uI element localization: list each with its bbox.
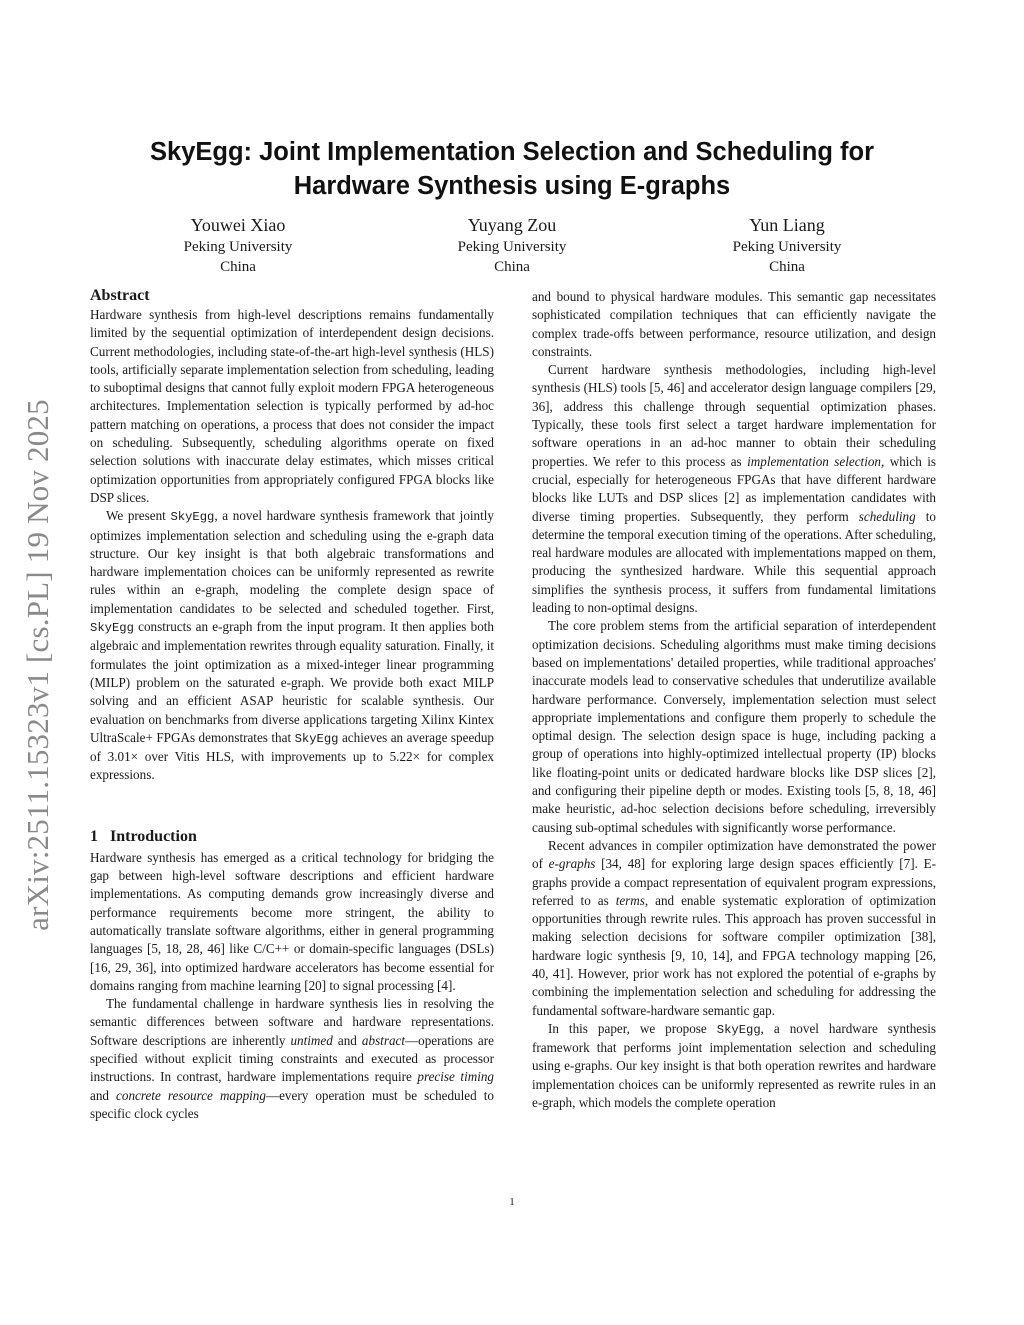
system-name: SkyEgg: [90, 621, 134, 636]
introduction-heading: [90, 827, 494, 847]
intro-paragraph-1: Hardware synthesis has emerged as a critical technology for bridging the gap between high-level software descriptions and efficient hardware implementations. As computing demands grow increasingly diverse and performance requirements become more stringent, the ability to automatically translate software algorithms, either in general programming languages [5, 18, 28, 46] like C/C++ or domain-specific languages (DSLs) [16, 29, 36], into optimized hardware accelerators has become essential for domains ranging from machine learning [20] to signal processing [4].: [90, 849, 494, 993]
paper-title: [90, 135, 934, 203]
author-block: [657, 214, 917, 277]
author-country: China: [494, 259, 530, 275]
author-affiliation: Peking University: [457, 239, 567, 255]
arxiv-identifier[interactable]: arXiv:2511.15323v1 [cs.PL] 19 Nov 2025: [20, 399, 55, 931]
author-name: Yuyang Zou: [467, 215, 557, 235]
system-name: SkyEgg: [716, 1022, 761, 1037]
body-paragraph: In this paper, we propose SkyEgg, a novel hardware synthesis framework that performs joint implementation selection and scheduling using e-graphs. Our key insight is that both operation rewrites and hardware implementation choices can be uniformly represented as rewrite rules in an e-graph, which models the complete operation: [532, 1020, 936, 1111]
title-line-1: SkyEgg: Joint Implementation Selection and Scheduling for: [150, 138, 874, 166]
author-block: [108, 214, 368, 277]
author-country: China: [769, 259, 805, 275]
abstract-paragraph-2: We present SkyEgg, a novel hardware synthesis framework that jointly optimizes implementation selection and scheduling using the e-graph data structure. Our key insight is that both algebraic transformations and hardware implementation choices can be uniformly represented as rewrite rules within an e-graph, modeling the complete design space of implementation candidates to be selected and scheduled together. First, SkyEgg constructs an e-graph from the input program. It then applies both algebraic and implementation rewrites through equality saturation. Finally, it formulates the joint optimization as a mixed-integer linear programming (MILP) problem on the saturated e-graph. We provide both exact MILP solving and an efficient ASAP heuristic for scalable synthesis. Our evaluation on benchmarks from diverse applications targeting Xilinx Kintex UltraScale+ FPGAs demonstrates that SkyEgg achieves an average speedup of 3.01× over Vitis HLS, with improvements up to 5.22× for complex expressions.: [90, 508, 494, 783]
left-column: [90, 286, 494, 1123]
system-name: SkyEgg: [170, 510, 215, 525]
section-number: 1: [90, 827, 98, 845]
intro-paragraph-2: The fundamental challenge in hardware synthesis lies in resolving the semantic differences between software and hardware representations. Software descriptions are inherently untimed and abstract—operations are specified without explicit timing constraints and executed as processor instructions. In contrast, hardware implementations require precise timing and concrete resource mapping—every operation must be scheduled to specific clock cycles: [90, 996, 494, 1121]
author-country: China: [220, 259, 256, 275]
arxiv-sidebar: [6, 370, 70, 960]
abstract-heading: Abstract: [90, 287, 150, 304]
author-affiliation: Peking University: [183, 239, 293, 255]
author-name: Youwei Xiao: [190, 215, 286, 235]
section-title: Introduction: [110, 827, 197, 845]
abstract-paragraph-1: Hardware synthesis from high-level descriptions remains fundamentally limited by the sequential optimization of interdependent design decisions. Current methodologies, including state-of-the-art high-level synthesis (HLS) tools, artificially separate implementation selection from scheduling, leading to suboptimal designs that cannot fully exploit modern FPGA heterogeneous architectures. Implementation selection is typically performed by ad-hoc pattern matching on operations, a process that does not consider the impact on scheduling. Subsequently, scheduling algorithms operate on fixed selection solutions with inaccurate delay estimates, which misses critical optimization opportunities from appropriately configured FPGA blocks like DSP slices.: [90, 307, 494, 505]
author-affiliation: Peking University: [732, 239, 842, 255]
system-name: SkyEgg: [294, 731, 339, 746]
author-name: Yun Liang: [749, 215, 825, 235]
author-block: [382, 214, 642, 277]
body-paragraph: The core problem stems from the artificial separation of interdependent optimization decisions. Scheduling algorithms must make timing decisions based on implementations' detailed properties, while traditional approaches' inaccurate models lead to conservative schedules that underutilize available hardware performance. Conversely, implementation selection must select appropriate implementations and configure them properly to schedule the optimal design. The selection design space is huge, including packing a group of operations into highly-optimized intellectual property (IP) blocks like floating-point units or dedicated hardware blocks like DSP slices [2], and configuring their pipeline depth or modes. Existing tools [5, 8, 18, 46] make heuristic, ad-hoc selection decisions before scheduling, irreversibly causing sub-optimal schedules with significantly worse performance.: [532, 618, 936, 835]
body-paragraph-continued: and bound to physical hardware modules. This semantic gap necessitates sophisticated compilation techniques that can efficiently navigate the complex trade-offs between performance, resource utilization, and design constraints.: [532, 289, 936, 359]
right-column: [532, 288, 936, 1112]
title-line-2: Hardware Synthesis using E-graphs: [293, 172, 731, 200]
body-paragraph: Current hardware synthesis methodologies, including high-level synthesis (HLS) tools [5, 46] and accelerator design language compilers [29, 36], address this challenge through sequential optimization phases. Typically, these tools first select a target hardware implementation for software operations in an ad-hoc manner to obtain their scheduling properties. We refer to this process as implementation selection, which is crucial, especially for heterogeneous FPGAs that have different hardware blocks like LUTs and DSP slices [2] as implementation candidates with diverse timing properties. Subsequently, they perform scheduling to determine the temporal execution timing of the operations. After scheduling, real hardware modules are allocated with implementations mapped on them, producing the synthesized hardware. While this sequential approach simplifies the synthesis process, it suffers from fundamental limitations leading to non-optimal designs.: [532, 362, 937, 616]
body-paragraph: Recent advances in compiler optimization have demonstrated the power of e-graphs [34, 48] for exploring large design spaces efficiently [7]. E-graphs provide a compact representation of equivalent program expressions, referred to as terms, and enable systematic exploration of optimization opportunities through rewrite rules. This approach has proven successful in making selection decisions for software compiler optimization [38], hardware logic synthesis [9, 10, 14], and FPGA technology mapping [26, 40, 41]. However, prior work has not explored the potential of e-graphs by combining the implementation selection and scheduling for addressing the fundamental software-hardware semantic gap.: [532, 837, 936, 1018]
page-number: 1: [509, 1196, 515, 1208]
